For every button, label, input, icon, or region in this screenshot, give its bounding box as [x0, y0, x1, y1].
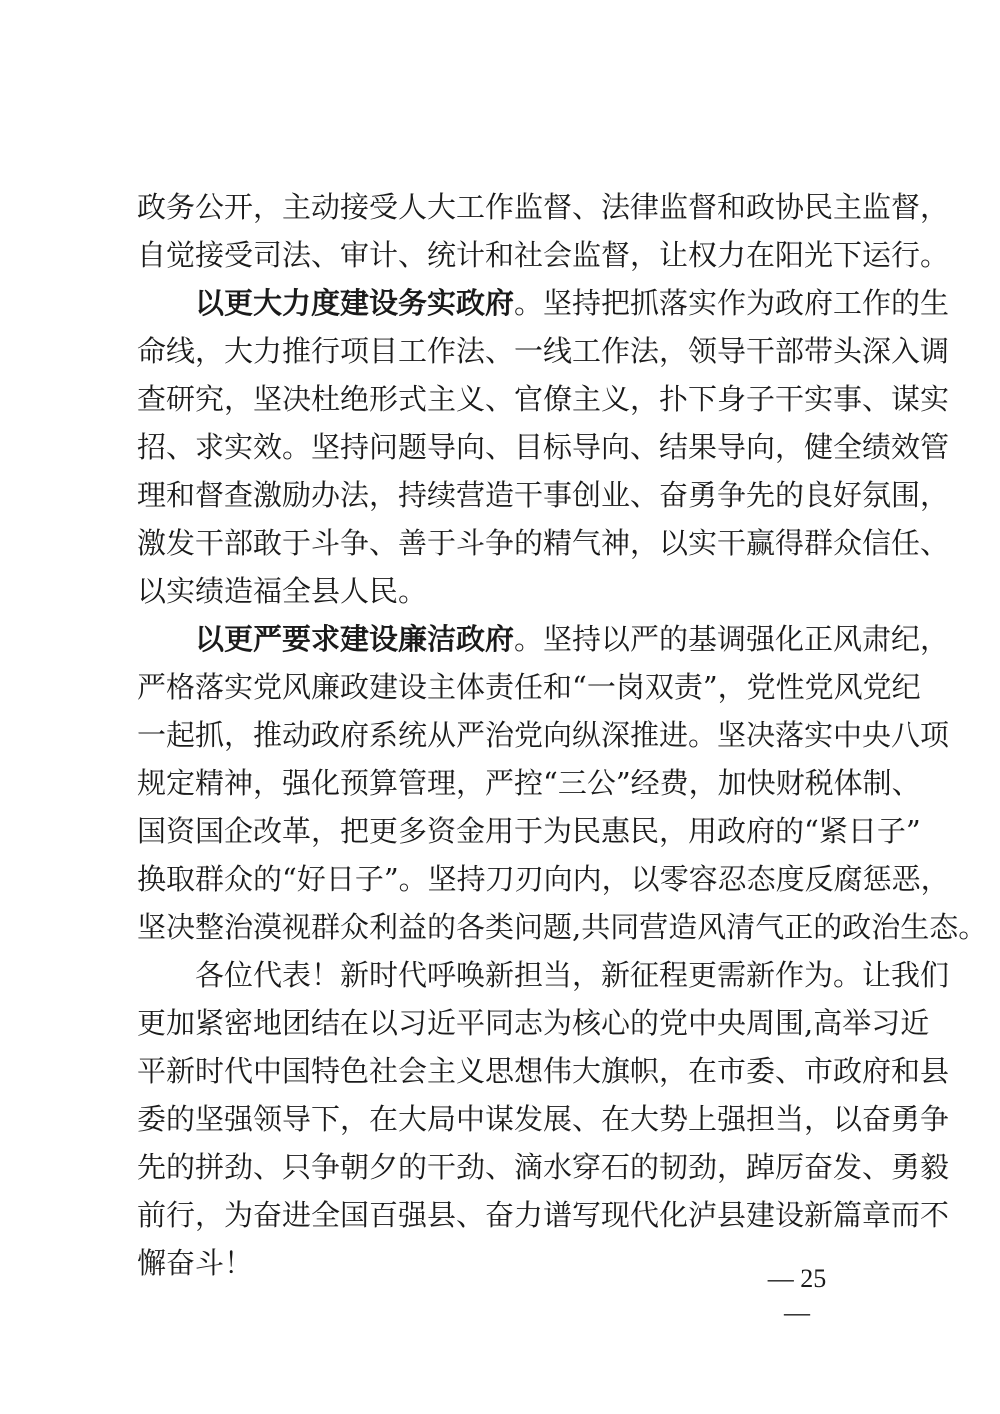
paragraph-2-line-3: 查研究，坚决杜绝形式主义、官僚主义，扑下身子干实事、谋实 [137, 382, 950, 416]
paragraph-3-line-5: 国资国企改革，把更多资金用于为民惠民，用政府的“紧日子” [137, 814, 921, 848]
paragraph-2-line-7: 以实绩造福全县人民。 [137, 574, 428, 608]
paragraph-1-line-1: 政务公开，主动接受人大工作监督、法律监督和政协民主监督， [137, 190, 950, 224]
paragraph-3-line-7: 坚决整治漠视群众利益的各类问题,共同营造风清气正的政治生态。 [137, 910, 988, 944]
paragraph-2-line-5: 理和督查激励办法，持续营造干事创业、奋勇争先的良好氛围， [137, 478, 950, 512]
paragraph-4-line-6: 前行，为奋进全国百强县、奋力谱写现代化泸县建设新篇章而不 [137, 1198, 950, 1232]
paragraph-2-heading: 以更大力度建设务实政府 [195, 286, 515, 320]
paragraph-3-line-6: 换取群众的“好日子”。坚持刀刃向内，以零容忍态度反腐惩恶， [137, 862, 950, 896]
paragraph-4-line-5: 先的拼劲、只争朝夕的干劲、滴水穿石的韧劲，踔厉奋发、勇毅 [137, 1150, 950, 1184]
paragraph-2-line-1 [137, 279, 950, 327]
paragraph-2-line-2: 命线，大力推行项目工作法、一线工作法，领导干部带头深入调 [137, 334, 950, 368]
paragraph-4-line-1: 各位代表！新时代呼唤新担当，新征程更需新作为。让我们 [195, 958, 950, 992]
paragraph-4-line-7: 懈奋斗！ [137, 1246, 254, 1280]
paragraph-4-line-4: 委的坚强领导下，在大局中谋发展、在大势上强担当，以奋勇争 [137, 1102, 950, 1136]
paragraph-3-line-2: 严格落实党风廉政建设主体责任和“一岗双责”，党性党风党纪 [137, 670, 921, 704]
document-body [137, 183, 988, 1287]
page-number: — 25 — [767, 1264, 827, 1327]
paragraph-1-line-2: 自觉接受司法、审计、统计和社会监督，让权力在阳光下运行。 [137, 238, 950, 272]
paragraph-3-heading: 以更严要求建设廉洁政府 [195, 622, 515, 656]
paragraph-4-line-3: 平新时代中国特色社会主义思想伟大旗帜，在市委、市政府和县 [137, 1054, 950, 1088]
paragraph-2-line-1-text: 。坚持把抓落实作为政府工作的生 [514, 286, 950, 320]
paragraph-3-line-3: 一起抓，推动政府系统从严治党向纵深推进。坚决落实中央八项 [137, 718, 950, 752]
paragraph-2-line-4: 招、求实效。坚持问题导向、目标导向、结果导向，健全绩效管 [137, 430, 950, 464]
paragraph-2-line-6: 激发干部敢于斗争、善于斗争的精气神，以实干赢得群众信任、 [137, 526, 950, 560]
paragraph-3-line-1-text: 。坚持以严的基调强化正风肃纪， [514, 622, 950, 656]
paragraph-4-line-2: 更加紧密地团结在以习近平同志为核心的党中央周围,高举习近 [137, 1006, 930, 1040]
paragraph-3-line-1 [137, 615, 950, 663]
paragraph-3-line-4: 规定精神，强化预算管理，严控“三公”经费，加快财税体制、 [137, 766, 921, 800]
